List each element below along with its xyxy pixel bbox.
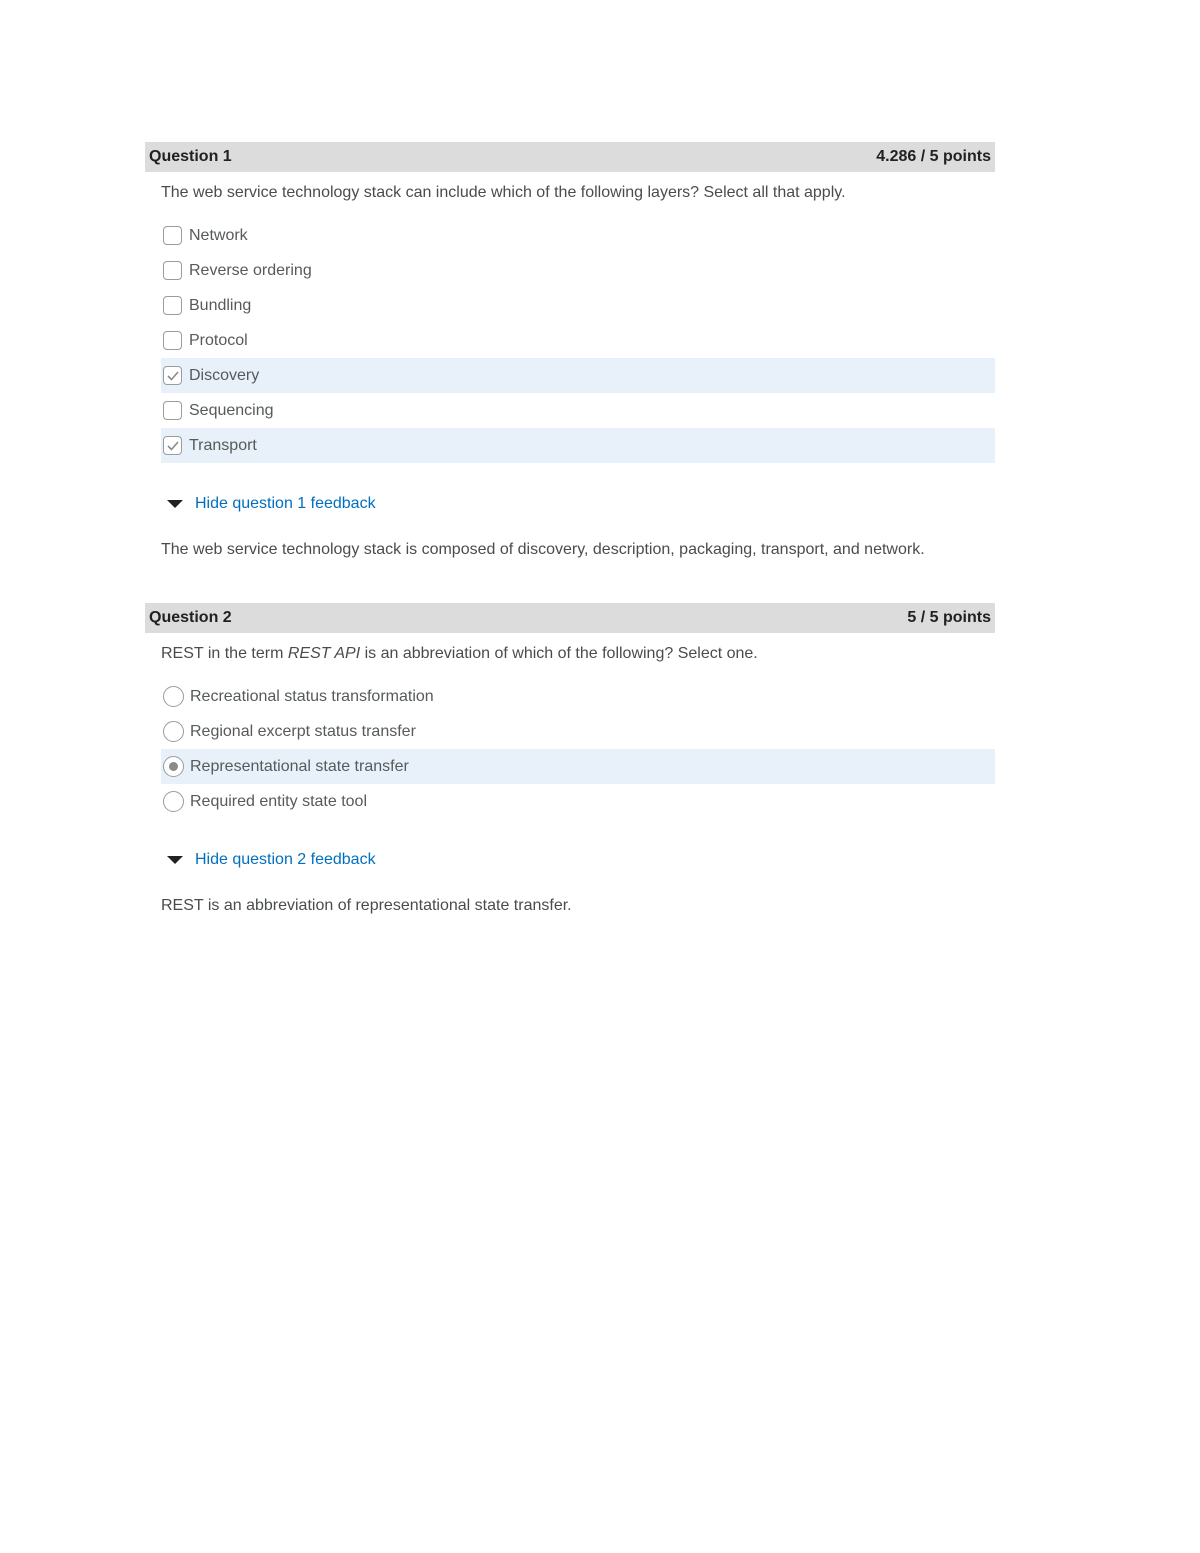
question-2-text: [161, 643, 995, 665]
checkbox-checked[interactable]: [163, 366, 182, 385]
checkbox[interactable]: [163, 296, 182, 315]
question-2-text-term: REST API: [287, 645, 361, 662]
option-transport[interactable]: [161, 428, 995, 463]
checkbox-checked[interactable]: [163, 436, 182, 455]
triangle-down-icon: [167, 500, 183, 508]
radio[interactable]: [163, 686, 184, 707]
option-label: Bundling: [189, 296, 252, 314]
question-1-feedback-toggle[interactable]: [167, 495, 995, 513]
option-discovery[interactable]: [161, 358, 995, 393]
radio[interactable]: [163, 791, 184, 812]
check-icon: [167, 441, 179, 451]
option-label: Recreational status transformation: [190, 687, 434, 705]
question-2-score: 5 / 5 points: [907, 609, 991, 626]
option-label: Required entity state tool: [190, 792, 367, 810]
triangle-down-icon: [167, 856, 183, 864]
feedback-toggle-label[interactable]: Hide question 1 feedback: [195, 495, 376, 512]
check-icon: [167, 371, 179, 381]
question-2: [145, 603, 995, 919]
quiz-results: [145, 142, 995, 919]
question-2-header: [145, 603, 995, 633]
question-1-header: [145, 142, 995, 172]
option-label: Transport: [189, 436, 257, 454]
option-label: Protocol: [189, 331, 248, 349]
option-label: Representational state transfer: [190, 757, 409, 775]
checkbox[interactable]: [163, 261, 182, 280]
option-protocol[interactable]: [161, 323, 995, 358]
question-1: [145, 142, 995, 563]
option-bundling[interactable]: [161, 288, 995, 323]
question-1-options: [161, 218, 995, 463]
option-label: Network: [189, 226, 248, 244]
option-required-entity-state-tool[interactable]: [161, 784, 995, 819]
question-2-feedback-toggle[interactable]: [167, 851, 995, 869]
question-2-feedback: REST is an abbreviation of representational state transfer.: [161, 897, 572, 914]
checkbox[interactable]: [163, 226, 182, 245]
option-network[interactable]: [161, 218, 995, 253]
option-representational-state-transfer[interactable]: [161, 749, 995, 784]
radio-selected[interactable]: [163, 756, 184, 777]
option-label: Discovery: [189, 366, 260, 384]
option-sequencing[interactable]: [161, 393, 995, 428]
radio[interactable]: [163, 721, 184, 742]
question-1-title: Question 1: [149, 148, 232, 165]
question-2-text-after: is an abbreviation of which of the following? Select one.: [360, 645, 758, 662]
checkbox[interactable]: [163, 331, 182, 350]
option-reverse-ordering[interactable]: [161, 253, 995, 288]
question-1-text: The web service technology stack can include which of the following layers? Select all that apply.: [161, 184, 846, 201]
question-2-text-before: REST in the term: [161, 645, 288, 662]
question-2-options: [161, 679, 995, 819]
radio-dot-icon: [169, 762, 178, 771]
question-1-feedback: The web service technology stack is composed of discovery, description, packaging, transport, and network.: [161, 541, 925, 558]
feedback-toggle-label[interactable]: Hide question 2 feedback: [195, 851, 376, 868]
option-label: Regional excerpt status transfer: [190, 722, 416, 740]
option-label: Sequencing: [189, 401, 274, 419]
option-regional-excerpt-status-transfer[interactable]: [161, 714, 995, 749]
question-2-title: Question 2: [149, 609, 232, 626]
option-recreational-status-transformation[interactable]: [161, 679, 995, 714]
option-label: Reverse ordering: [189, 261, 312, 279]
checkbox[interactable]: [163, 401, 182, 420]
question-1-score: 4.286 / 5 points: [876, 148, 991, 165]
